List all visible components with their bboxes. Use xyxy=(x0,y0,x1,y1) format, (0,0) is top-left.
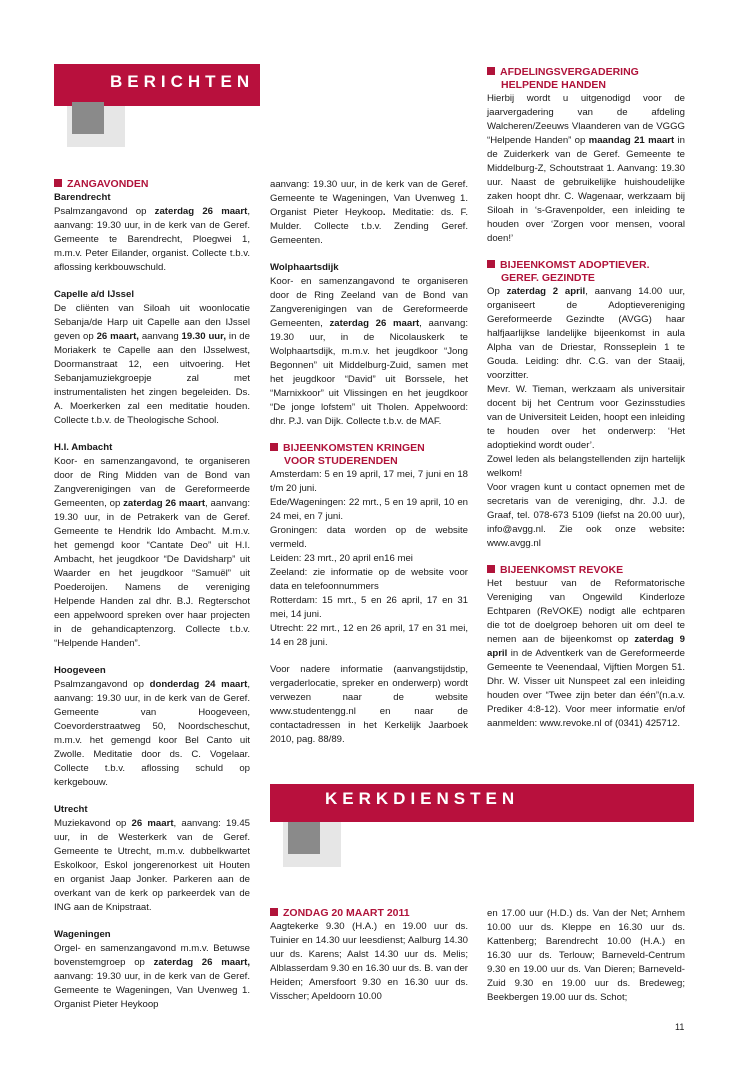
list-item: Leiden: 23 mrt., 20 april en16 mei xyxy=(270,553,413,564)
section-heading: BIJEENKOMST ADOPTIEVER. GEREF. GEZINDTE xyxy=(487,259,685,285)
column-2 xyxy=(270,178,468,747)
list-item: Rotterdam: 15 mrt., 5 en 26 april, 17 en 31 mei, 14 juni. xyxy=(270,595,468,620)
place-heading: Utrecht xyxy=(54,804,88,815)
place-heading: Wageningen xyxy=(54,929,111,940)
square-bullet-icon xyxy=(487,67,495,75)
page-number: 11 xyxy=(675,1022,685,1032)
paragraph: Koor- en samenzangavond, te organiseren door de Ring Midden van de Bond van Zangverenigingen van de Gereformeerde Gemeenten, op zaterdag 26 maart, aanvang: 19.30 uur, in de Petrakerk van de Geref. Gemeente te Hendrik Ido Ambacht. M.m.v. het gemengd koor “Cantate Deo” uit H.I. Ambacht, het jeugdkoor “De Davidsharp” uit Waarder en het jeugdkoor “Samuël” uit Poederoijen. Namens de vereniging Helpende Handen zal dhr. B.J. Regterschot een appelwoord spreken over haar projecten in de gehandicaptenzorg. Collecte t.b.v. “Helpende Handen”. xyxy=(54,456,250,649)
column-1 xyxy=(54,178,250,1012)
square-bullet-icon xyxy=(54,179,62,187)
banner-square-block xyxy=(72,102,104,134)
section-heading: ZONDAG 20 MAART 2011 xyxy=(270,907,468,920)
list-item: Amsterdam: 5 en 19 april, 17 mei, 7 juni en 18 t/m 20 juni. xyxy=(270,469,468,494)
paragraph: Voor nadere informatie (aanvangstijdstip, vergaderlocatie, spreker en onderwerp) wordt verwezen naar de website www.studentengg.nl en naar de contactadressen in het Kerkelijk Jaarboek 2010, pag. 88/89. xyxy=(270,664,468,745)
square-bullet-icon xyxy=(487,260,495,268)
paragraph: Hierbij wordt u uitgenodigd voor de jaarvergadering van de afdeling Walcheren/Zeeuws Vlaanderen van de VGGG “Helpende Handen” op maandag 21 maart in de Zuiderkerk van de Geref. Gemeente te Middelburg-Z, Schoutstraat 1. Aanvang: 19.30 uur. Naast de gebruikelijke huishoudelijke zaken hoopt dhr. C. Wagenaar, werkzaam bij Siloah in ‘s-Gravenpolder, een inleiding te houden over ‘Zorgen voor mensen, vooral doen!’ xyxy=(487,93,685,244)
paragraph: Muziekavond op 26 maart, aanvang: 19.45 uur, in de Westerkerk van de Geref. Gemeente te Utrecht, m.m.v. dubbelkwartet Eskolkoor, Eskol jongerenorkest uit Houten en organist Jaap Jonker. Parkeren aan de overkant van de kerk op parkeerdek van de ING aan de Knipstraat. xyxy=(54,818,251,913)
berichten-title: BERICHTEN xyxy=(110,72,255,91)
paragraph: Voor vragen kunt u contact opnemen met de secretaris van de vereniging, dhr. J.J. de Graaf, tel. 078-673 5109 (liefst na 20.00 uur), info@avgg.nl. Zie ook onze website: www.avgg.nl xyxy=(487,482,685,549)
section-heading: BIJEENKOMSTEN KRINGEN VOOR STUDERENDEN xyxy=(270,442,468,468)
paragraph: Op zaterdag 2 april, aanvang 14.00 uur, organiseert de Adoptievereniging Gereformeerde Gezindte (AVGG) haar halfjaarlijkse landelijke bijeenkomst in aula Alpha van de Driestar, Ronsseplein 1 te Gouda. Leiding: dhr. C.G. van der Staaij, voorzitter. xyxy=(487,286,685,381)
section-heading: ZANGAVONDEN xyxy=(54,178,250,191)
place-heading: Wolphaartsdijk xyxy=(270,262,339,273)
paragraph: Psalmzangavond op zaterdag 26 maart, aanvang: 19.30 uur, in de kerk van de Geref. Gemeente te Barendrecht, Ploegwei 1, m.m.v. Peter Eilander, organist. Collecte t.b.v. aflossing kerkbouwschuld. xyxy=(54,206,250,273)
kerkdiensten-title: KERKDIENSTEN xyxy=(325,789,520,808)
banner-square-block xyxy=(288,822,320,854)
paragraph: Aagtekerke 9.30 (H.A.) en 19.00 uur ds. Tuinier en 14.30 uur leesdienst; Aalburg 14.30 uur ds. Karens; Aalst 14.30 uur ds. Melis; Alblasserdam 9.30 en 16.30 uur ds. B. van der Heiden; Amersfoort 9.30 en 16.30 uur ds. Visscher; Apeldoorn 10.00 xyxy=(270,921,468,1002)
kerkdiensten-column-1 xyxy=(270,907,468,1004)
place-heading: Hoogeveen xyxy=(54,665,106,676)
list-item: Zeeland: zie informatie op de website voor data en telefoonnummers xyxy=(270,567,468,592)
paragraph: aanvang: 19.30 uur, in de kerk van de Geref. Gemeente te Wageningen, Van Uvenweg 1. Organist Pieter Heykoop. Meditatie: ds. F. Mulder. Collecte t.b.v. Zending Geref. Gemeenten. xyxy=(270,179,468,246)
paragraph: Orgel- en samenzangavond m.m.v. Betuwse bovenstemgroep op zaterdag 26 maart, aanvang: 19.30 uur, in de kerk van de Geref. Gemeente te Wageningen, Van Uvenweg 1. Organist Pieter Heykoop xyxy=(54,943,250,1010)
column-3 xyxy=(487,66,685,731)
square-bullet-icon xyxy=(487,565,495,573)
paragraph: Psalmzangavond op donderdag 24 maart, aanvang: 19.30 uur, in de kerk van de Geref. Gemeente van Hoogeveen, Coevorderstraatweg 50, Noordscheschut, m.m.v. het gemengd koor Bel Canto uit Zwolle. Meditatie door ds. C. Vogelaar. Collecte t.b.v. aflossing schuld op kerkgebouw. xyxy=(54,679,250,788)
paragraph: en 17.00 uur (H.D.) ds. Van der Net; Arnhem 10.00 uur ds. Kleppe en 16.30 uur ds. Kattenberg; Barendrecht 10.00 (H.A.) en 16.30 uur ds. Terlouw; Barneveld-Centrum 9.30 en 19.00 uur ds. Van Dieren; Barneveld-Zuid 9.30 en 19.00 uur ds. Bredeweg; Beekbergen 19.00 uur ds. Schot; xyxy=(487,908,685,1003)
list-item: Groningen: data worden op de website vermeld. xyxy=(270,525,468,550)
place-heading: Capelle a/d IJssel xyxy=(54,289,134,300)
section-heading: AFDELINGSVERGADERING HELPENDE HANDEN xyxy=(487,66,685,92)
list-item: Ede/Wageningen: 22 mrt., 5 en 19 april, 10 en 24 mei, en 7 juni. xyxy=(270,497,468,522)
kerkdiensten-column-2 xyxy=(487,907,685,1005)
place-heading: Barendrecht xyxy=(54,192,111,203)
place-heading: H.I. Ambacht xyxy=(54,442,113,453)
paragraph: De cliënten van Siloah uit woonlocatie Sebanja/de Harp uit Capelle aan den IJssel geven op 26 maart, aanvang 19.30 uur, in de Moriakerk te Capelle aan den IJsselwest, Doormanstraat 12, een uitvoering. Het Sebanjamuziekgroepje zal met instrumentalisten het zingen begeleiden. Ds. A. Moerkerken zal een meditatie houden. Collecte t.b.v. de Theologische School. xyxy=(54,303,250,426)
paragraph: Koor- en samenzangavond te organiseren door de Ring Zeeland van de Bond van Zangverenigingen van de Gereformeerde Gemeenten, zaterdag 26 maart, aanvang: 19.30 uur, in de Nicolauskerk te Wolphaartsdijk, m.m.v. het jeugdkoor “Jong Begonnen” uit Middelburg-Zuid, samen met het jeugdkoor “David” uit Borssele, het “Marnixkoor” uit Vlissingen en het jeugdkoor “De jonge lofstem” uit Tholen. Appelwoord: dhr. P.J. van Dijk. Collecte t.b.v. de MAF. xyxy=(270,276,468,427)
square-bullet-icon xyxy=(270,443,278,451)
paragraph: Zowel leden als belangstellenden zijn hartelijk welkom! xyxy=(487,454,685,479)
square-bullet-icon xyxy=(270,908,278,916)
list-item: Utrecht: 22 mrt., 12 en 26 april, 17 en 31 mei, 14 en 28 juni. xyxy=(270,623,468,648)
section-heading: BIJEENKOMST REVOKE xyxy=(487,564,685,577)
paragraph: Mevr. W. Tieman, werkzaam als universitair docent bij het Centrum voor Gezinsstudies van de Universiteit Leiden, hoopt een inleiding te houden over het onderwerp: ‘Het adoptiekind wordt ouder’. xyxy=(487,384,685,451)
paragraph: Het bestuur van de Reformatorische Vereniging van Ongewild Kinderloze Echtparen (ReVOKE) nodigt alle echtparen die tot de doelgroep behoren uit om deel te nemen aan de bijeenkomst op zaterdag 9 april in de Adventkerk van de Gereformeerde Gemeente te Veenendaal, Vijftien Morgen 51. Dhr. W. Visser uit Nunspeet zal een inleiding houden over “Twee zijn beter dan één”(n.a.v. Prediker 4:8-12). Voor meer informatie en/of aanmelden: www.revoke.nl of (0341) 425712. xyxy=(487,578,685,729)
